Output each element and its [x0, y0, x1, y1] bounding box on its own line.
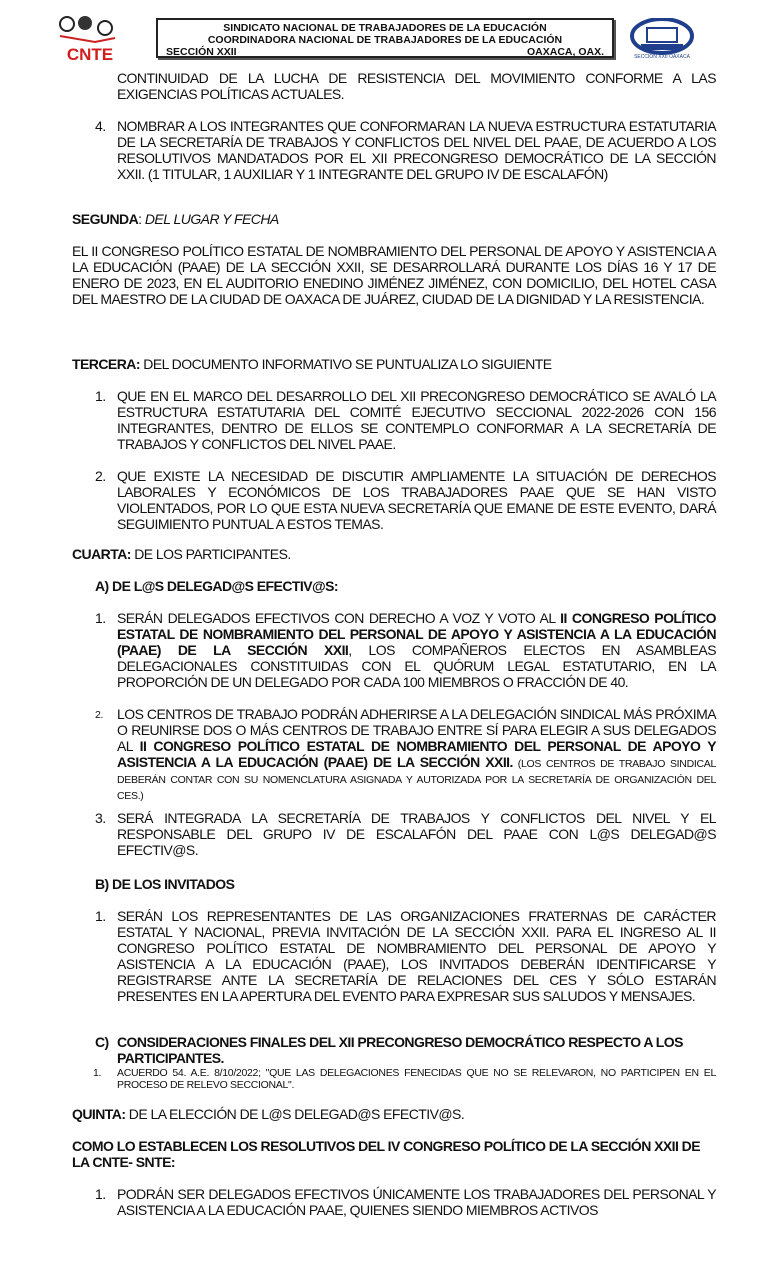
item-text: SERÁ INTEGRADA LA SECRETARÍA DE TRABAJOS Y CONFLICTOS DEL NIVEL Y EL RESPONSABLE DEL GRUPO IV DE ESCALAFÓN DEL PAAE CON L@S DELEGAD@S EFECTIV@S. [117, 810, 716, 858]
section-tercera-heading [72, 356, 716, 372]
item-number: 2. [95, 468, 106, 484]
item-number: C) [95, 1034, 109, 1050]
heading-label: SEGUNDA [72, 211, 139, 227]
item-number: 1. [95, 1186, 106, 1202]
logo-snte [627, 18, 697, 62]
list-item [95, 388, 716, 452]
heading-label: QUINTA: [72, 1106, 126, 1122]
logo-cnte [55, 14, 125, 62]
list-item [95, 706, 716, 802]
heading-title: DE LOS PARTICIPANTES. [130, 546, 291, 562]
heading-label: TERCERA: [72, 356, 140, 372]
svg-text:CNTE: CNTE [66, 45, 114, 62]
item-number: 2. [95, 709, 104, 721]
list-item [95, 810, 716, 858]
item-bold-text: II CONGRESO POLÍTICO ESTATAL DE NOMBRAMIENTO DEL PERSONAL DE APOYO Y ASISTENCIA A LA EDUCACIÓN (PAAE) DE LA SECCIÓN XXII. [117, 738, 716, 770]
header-line-1: SINDICATO NACIONAL DE TRABAJADORES DE LA EDUCACIÓN [223, 22, 547, 34]
item-text: NOMBRAR A LOS INTEGRANTES QUE CONFORMARAN LA NUEVA ESTRUCTURA ESTATUTARIA DE LA SECRETARÍA DE TRABAJOS Y CONFLICTOS DEL NIVEL DEL PAAE, DE ACUERDO A LOS RESOLUTIVOS MANDATADOS POR EL XII PRECONGRESO DEMOCRÁTICO DE LA SECCIÓN XXII. (1 TITULAR, 1 AUXILIAR Y 1 INTEGRANTE DEL GRUPO IV DE ESCALAFÓN) [117, 118, 716, 182]
letterhead [156, 18, 614, 58]
item-text: LOS CENTROS DE TRABAJO PODRÁN ADHERIRSE A LA DELEGACIÓN SINDICAL MÁS PRÓXIMA O REUNIRSE DOS O MÁS CENTROS DE TRABAJO ENTRE SÍ PARA ELEGIR A SUS DELEGADOS AL [117, 706, 716, 754]
heading-title: DE LA ELECCIÓN DE L@S DELEGAD@S EFECTIV@S. [125, 1106, 465, 1122]
item-text: QUE EXISTE LA NECESIDAD DE DISCUTIR AMPLIAMENTE LA SITUACIÓN DE DERECHOS LABORALES Y ECONÓMICOS DE LOS TRABAJADORES PAAE QUE SE HAN VISTO VIOLENTADOS, POR LO QUE ESTA NUEVA SECRETARÍA QUE EMANE DE ESTE EVENTO, DARÁ SEGUIMIENTO PUNTUAL A ESTOS TEMAS. [117, 468, 716, 532]
list-item [95, 1186, 716, 1218]
item-bold-text: II CONGRESO POLÍTICO ESTATAL DE NOMBRAMIENTO DEL PERSONAL DE APOYO Y ASISTENCIA A LA EDUCACIÓN (PAAE) DE LA SECCIÓN XXII [117, 610, 716, 658]
item-text: PODRÁN SER DELEGADOS EFECTIVOS ÚNICAMENTE LOS TRABAJADORES DEL PERSONAL Y ASISTENCIA A LA EDUCACIÓN PAAE, QUIENES SIENDO MIEMBROS ACTIVOS [117, 1186, 716, 1218]
subsection-a-heading: A) DE L@S DELEGAD@S EFECTIV@S: [95, 578, 339, 594]
item-number: 1. [93, 1067, 102, 1079]
item-number: 1. [95, 610, 106, 626]
item-text: SERÁN DELEGADOS EFECTIVOS CON DERECHO A VOZ Y VOTO AL [117, 610, 561, 626]
item-text: SERÁN LOS REPRESENTANTES DE LAS ORGANIZACIONES FRATERNAS DE CARÁCTER ESTATAL Y NACIONAL, PREVIA INVITACIÓN DE LA SECCIÓN XXII. PARA EL INGRESO AL II CONGRESO POLÍTICO ESTATAL DE NOMBRAMIENTO DEL PERSONAL DE APOYO Y ASISTENCIA A LA EDUCACIÓN (PAAE), LOS INVITADOS DEBERÁN IDENTIFICARSE Y REGISTRARSE ANTE LA SECRETARÍA DE RELACIONES DEL CES Y SÓLO ESTARÁN PRESENTES EN LA APERTURA DEL EVENTO PARA EXPRESAR SUS SALUDOS Y MENSAJES. [117, 908, 716, 1004]
item-number: 4. [95, 118, 106, 134]
resolutivos-heading: COMO LO ESTABLECEN LOS RESOLUTIVOS DEL IV CONGRESO POLÍTICO DE LA SECCIÓN XXII DE LA CNTE- SNTE: [72, 1138, 701, 1170]
subsection-c-heading [95, 1034, 716, 1066]
list-item [95, 610, 716, 690]
item-number: 3. [95, 810, 106, 826]
item-text: QUE EN EL MARCO DEL DESARROLLO DEL XII PRECONGRESO DEMOCRÁTICO SE AVALÓ LA ESTRUCTURA ESTATUTARIA DEL COMITÉ EJECUTIVO SECCIONAL 2022-2026 CON 156 INTEGRANTES, DENTRO DE ELLOS SE CONTEMPLO CONFORMAR A LA SECRETARÍA DE TRABAJOS Y CONFLICTOS DEL NIVEL PAAE. [117, 388, 716, 452]
section-cuarta-heading [72, 546, 716, 562]
subsection-b-heading: B) DE LOS INVITADOS [95, 876, 235, 892]
svg-text:SECCION XXII OAXACA: SECCION XXII OAXACA [634, 54, 690, 60]
item-number: 1. [95, 388, 106, 404]
list-item [93, 1067, 716, 1091]
paragraph-continuation: CONTINUIDAD DE LA LUCHA DE RESISTENCIA DEL MOVIMIENTO CONFORME A LAS EXIGENCIAS POLÍTICAS ACTUALES. [117, 70, 716, 102]
list-item [95, 908, 716, 1004]
section-segunda-heading [72, 211, 716, 227]
heading-title: DEL DOCUMENTO INFORMATIVO SE PUNTUALIZA LO SIGUIENTE [139, 356, 552, 372]
heading-sep: : [138, 211, 145, 227]
segunda-paragraph: EL II CONGRESO POLÍTICO ESTATAL DE NOMBRAMIENTO DEL PERSONAL DE APOYO Y ASISTENCIA A LA EDUCACIÓN (PAAE) DE LA SECCIÓN XXII, SE DESARROLLARÁ DURANTE LOS DÍAS 16 Y 17 DE ENERO DE 2023, EN EL AUDITORIO ENEDINO JIMÉNEZ JIMÉNEZ, CON DOMICILIO, DEL HOTEL CASA DEL MAESTRO DE LA CIUDAD DE OAXACA DE JUÁREZ, CIUDAD DE LA DIGNIDAD Y LA RESISTENCIA. [72, 243, 716, 307]
list-item-4 [95, 118, 716, 182]
item-number: 1. [95, 908, 106, 924]
header-city: OAXACA, OAX. [526, 46, 604, 58]
list-item [95, 468, 716, 532]
heading-title: DEL LUGAR Y FECHA [144, 211, 279, 227]
header-section: SECCIÓN XXII [166, 46, 237, 58]
heading-title: CONSIDERACIONES FINALES DEL XII PRECONGRESO DEMOCRÁTICO RESPECTO A LOS PARTICIPANTES. [117, 1034, 683, 1066]
item-text: ACUERDO 54. A.E. 8/10/2022; "QUE LAS DELEGACIONES FENECIDAS QUE NO SE RELEVARON, NO PARTICIPEN EN EL PROCESO DE RELEVO SECCIONAL". [117, 1067, 716, 1091]
item-note: (LOS CENTROS DE TRABAJO SINDICAL DEBERÁN CONTAR CON SU NOMENCLATURA ASIGNADA Y AUTORIZADA POR LA SECRETARÍA DE ORGANIZACIÓN DEL CES.) [117, 758, 716, 802]
heading-label: CUARTA: [72, 546, 131, 562]
header-line-2: COORDINADORA NACIONAL DE TRABAJADORES DE LA EDUCACIÓN [207, 34, 563, 46]
item-text: , LOS COMPAÑEROS ELECTOS EN ASAMBLEAS DELEGACIONALES CONSTITUIDAS CON EL QUÓRUM LEGAL ESTATUTARIO, EN LA PROPORCIÓN DE UN DELEGADO POR CADA 100 MIEMBROS O FRACCIÓN DE 40. [117, 642, 716, 690]
section-quinta-heading [72, 1106, 716, 1122]
